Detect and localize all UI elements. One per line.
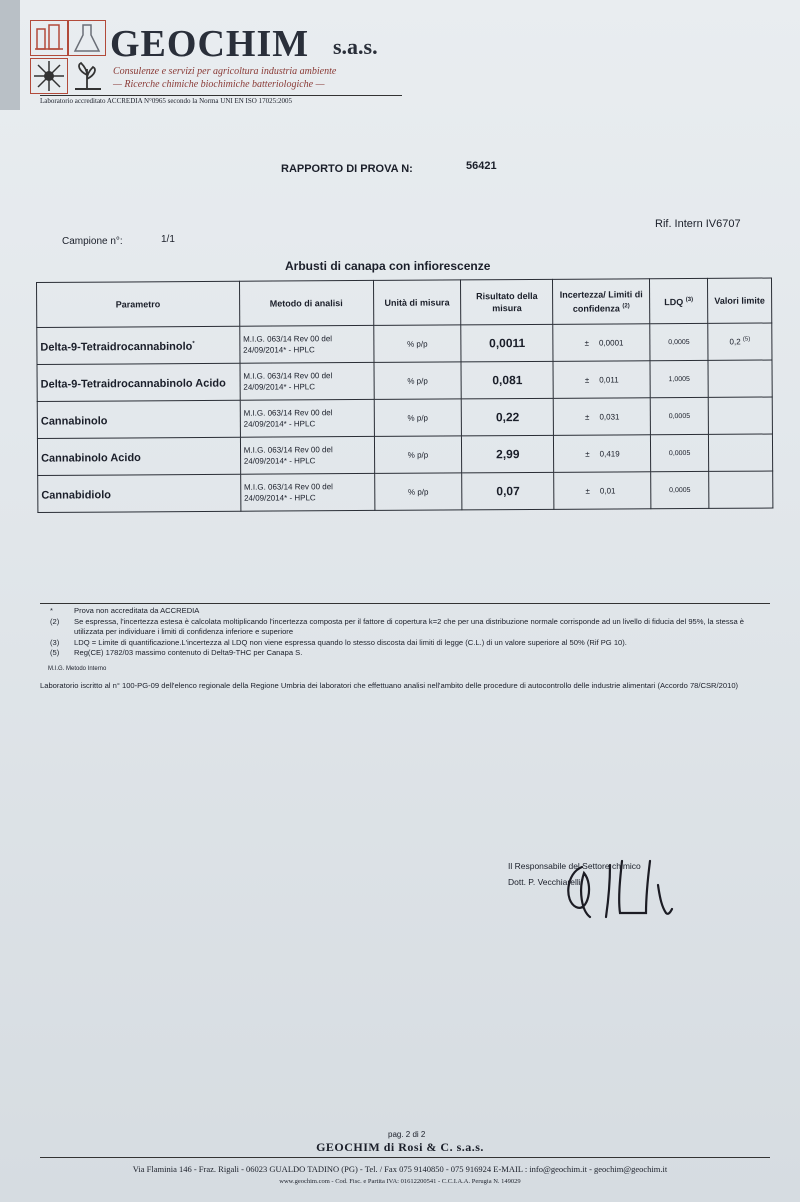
company-tagline-1: Consulenze e servizi per agricoltura industria ambiente — [113, 66, 337, 77]
logo-flask-icon — [68, 20, 106, 56]
header-uncertainty: Incertezza/ Limiti di confidenza $^{(2)}$ — [553, 279, 650, 325]
row-ldq: 0,0005 — [650, 397, 708, 434]
footnote-key: (5) — [50, 648, 60, 658]
sample-label: Campione n°: — [62, 236, 123, 247]
row-ldq: 0,0005 — [651, 434, 709, 471]
accreditation-line: Laboratorio accreditato ACCREDIA N°0965 secondo la Norma UNI EN ISO 17025:2005 — [40, 95, 402, 105]
notes-divider — [40, 603, 770, 604]
row-parameter: Delta-9-Tetraidrocannabinolo Acido — [37, 363, 240, 401]
results-table — [36, 278, 773, 513]
footer-company-name: GEOCHIM di Rosi & C. s.a.s. — [316, 1140, 484, 1154]
footer-address: Via Flaminia 146 - Fraz. Rigali - 06023 GUALDO TADINO (PG) - Tel. / Fax 075 9140850 - 075 916924 E-MAIL : info@geochim.it - geochim@geochim.it — [132, 1164, 668, 1174]
footnote-item — [40, 617, 775, 638]
row-uncertainty: ± 0,0001 — [553, 324, 650, 362]
row-method: M.I.G. 063/14 Rev 00 del 24/09/2014* - HPLC — [240, 362, 374, 400]
row-ldq: 1,0005 — [650, 360, 708, 397]
notes-block — [40, 606, 775, 691]
row-method: M.I.G. 063/14 Rev 00 del 24/09/2014* - HPLC — [240, 325, 374, 363]
footnote-key: (3) — [50, 637, 60, 647]
page-number: pag. 2 di 2 — [388, 1130, 426, 1139]
row-parameter: Delta-9-Tetraidrocannabinolo* — [37, 326, 240, 364]
row-ldq: 0,0005 — [651, 471, 709, 508]
row-parameter: Cannabinolo — [37, 400, 240, 438]
footnote-text: Prova non accreditata da ACCREDIA — [74, 606, 200, 615]
table-row — [37, 323, 772, 364]
row-uncertainty: ± 0,031 — [553, 398, 650, 436]
footnotes-list — [40, 606, 775, 659]
footnote-item — [40, 606, 775, 617]
row-parameter: Cannabinolo Acido — [37, 437, 240, 475]
row-uncertainty: ± 0,011 — [553, 361, 650, 399]
row-limit — [708, 360, 772, 397]
row-uncertainty: ± 0,419 — [554, 435, 651, 473]
header-ldq: LDQ $^{(3)}$ — [650, 278, 708, 323]
footer-divider — [40, 1157, 770, 1158]
company-brand: GEOCHIM — [110, 23, 310, 65]
logo-building-icon — [30, 20, 68, 56]
row-result: 0,22 — [462, 398, 554, 436]
sample-description: Arbusti di canapa con infiorescenze — [285, 259, 491, 273]
lab-registration-note: Laboratorio iscritto al n° 100-PG-09 dell'elenco regionale della Regione Umbria dei laboratori che effettuano analisi nell'ambito delle procedure di autocontrollo delle industrie alimentari (Accordo 78/CSR/2010) — [40, 680, 739, 690]
page-edge-shadow — [0, 0, 20, 110]
signatory-role: Il Responsabile del Settore chimico — [508, 861, 641, 871]
table-row — [38, 471, 773, 512]
logo-sun-icon — [30, 58, 68, 94]
internal-reference: Rif. Intern IV6707 — [655, 218, 741, 230]
table-row — [37, 434, 772, 475]
row-limit — [709, 471, 773, 508]
report-number: 56421 — [466, 160, 497, 172]
header-method: Metodo di analisi — [239, 280, 373, 326]
row-limit: 0,2 $^{(5)}$ — [708, 323, 772, 360]
handwritten-signature — [560, 855, 690, 925]
footnote-text: Se espressa, l'incertezza estesa è calcolata moltiplicando l'incertezza composta per il fattore di copertura k=2 che per una distribuzione normale corrisponde ad un livello di fiducia del 95%, la stessa è utilizzata per individuare i limiti di confidenza inferiore e superiore — [74, 616, 745, 637]
row-result: 0,07 — [462, 472, 554, 510]
row-unit: % p/p — [374, 436, 462, 474]
row-parameter: Cannabidiolo — [38, 474, 241, 512]
row-result: 0,081 — [461, 361, 553, 399]
row-result: 2,99 — [462, 435, 554, 473]
header-parameter: Parametro — [37, 281, 240, 327]
company-brand-suffix: s.a.s. — [333, 34, 378, 59]
signatory-name: Dott. P. Vecchiarelli — [508, 877, 581, 887]
row-method: M.I.G. 063/14 Rev 00 del 24/09/2014* - HPLC — [240, 473, 374, 511]
row-unit: % p/p — [374, 399, 462, 437]
row-limit — [708, 434, 772, 471]
header-unit: Unità di misura — [373, 280, 461, 326]
sample-value: 1/1 — [161, 234, 175, 245]
row-limit — [708, 397, 772, 434]
footnote-key: (2) — [50, 616, 60, 626]
footnote-text: Reg(CE) 1782/03 massimo contenuto di Delta9-THC per Canapa S. — [74, 648, 303, 658]
row-unit: % p/p — [374, 473, 462, 511]
table-header-row — [37, 278, 772, 327]
header-limit: Valori limite — [708, 278, 772, 323]
footer-legal-info: www.geochim.com - Cod. Fisc. e Partita IVA: 01612200541 - C.C.I.A.A. Perugia N. 149029 — [279, 1178, 521, 1185]
footnote-text: LDQ = Limite di quantificazione.L'incertezza al LDQ non viene espressa quando lo stesso discosta dai limiti di legge (C.L.) di un valore superiore al 50% (Rif PG 10). — [74, 637, 627, 647]
row-ldq: 0,0005 — [650, 323, 708, 360]
report-title: RAPPORTO DI PROVA N: — [281, 163, 413, 175]
mig-note: M.I.G. Metodo Interno — [48, 665, 107, 672]
table-row — [37, 397, 772, 438]
logo-plant-icon — [68, 58, 106, 94]
row-method: M.I.G. 063/14 Rev 00 del 24/09/2014* - HPLC — [240, 436, 374, 474]
geochim-logo — [30, 20, 108, 95]
company-tagline-2: — Ricerche chimiche biochimiche batteriologiche — — [113, 79, 325, 90]
row-result: 0,0011 — [461, 324, 553, 362]
table-row — [37, 360, 772, 401]
row-unit: % p/p — [373, 362, 461, 400]
footnote-key: * — [50, 606, 53, 615]
header-result: Risultato della misura — [461, 279, 553, 325]
row-unit: % p/p — [373, 325, 461, 363]
row-uncertainty: ± 0,01 — [554, 472, 651, 510]
footnote-item — [40, 648, 775, 659]
row-method: M.I.G. 063/14 Rev 00 del 24/09/2014* - HPLC — [240, 399, 374, 437]
footnote-item — [40, 638, 775, 649]
